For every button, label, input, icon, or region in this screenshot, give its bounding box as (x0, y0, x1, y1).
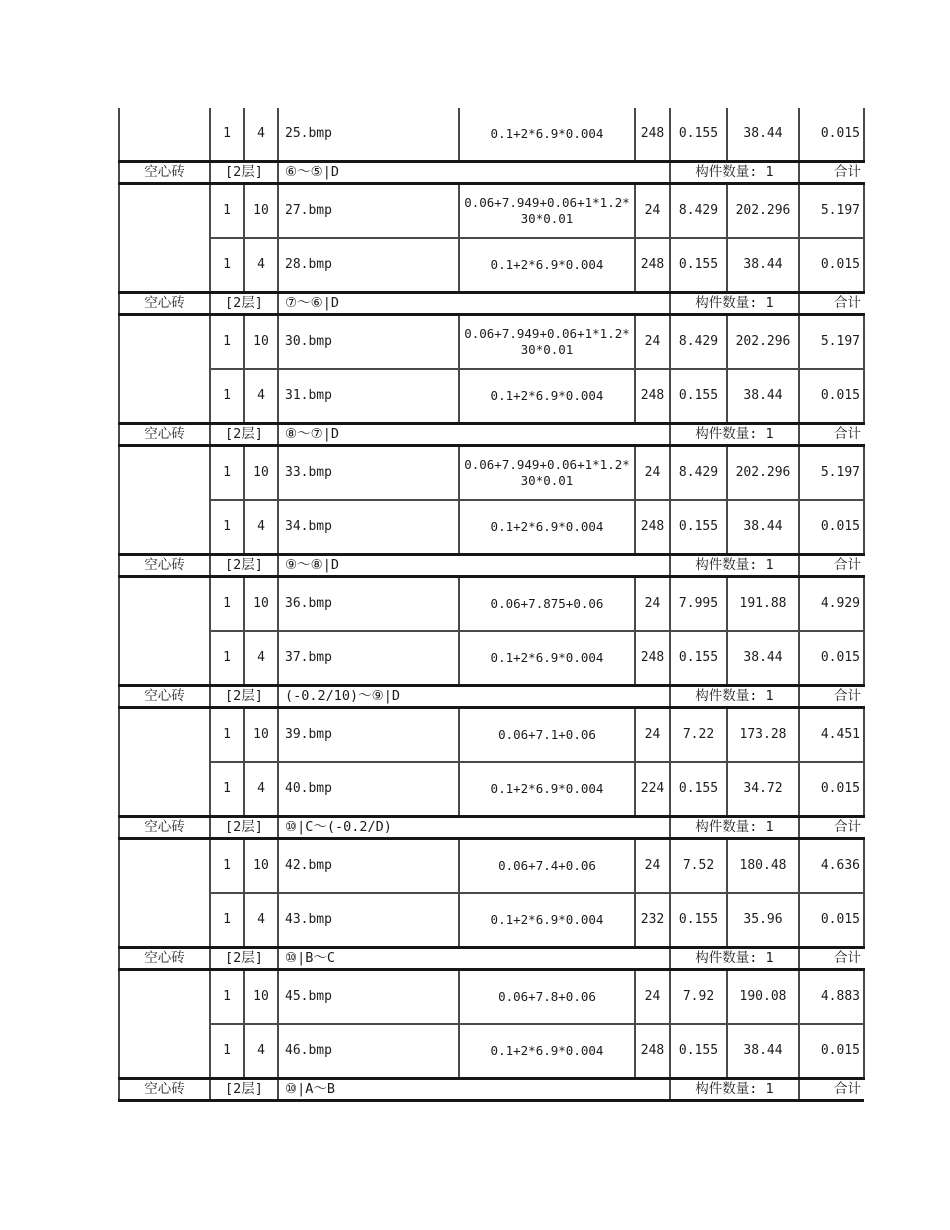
material-cell: 空心砖 (119, 817, 210, 839)
axis-cell: ⑩|C～(-0.2/D) (278, 817, 670, 839)
unit-value-cell: 0.155 (670, 108, 727, 162)
qty-cell: 1 (210, 893, 244, 948)
volume-cell: 5.197 (799, 184, 864, 239)
bmp-file-cell: 46.bmp (278, 1024, 459, 1079)
material-cell: 空心砖 (119, 948, 210, 970)
volume-cell: 0.015 (799, 631, 864, 686)
floor-cell: [2层] (210, 555, 278, 577)
volume-cell: 0.015 (799, 369, 864, 424)
section-header-row (119, 686, 864, 708)
seq-cell: 10 (244, 970, 278, 1025)
qty-cell: 1 (210, 315, 244, 370)
total-label-cell: 合计 (799, 162, 864, 184)
material-cell: 空心砖 (119, 1079, 210, 1101)
unit-value-cell: 0.155 (670, 500, 727, 555)
component-count-cell: 构件数量: 1 (670, 555, 799, 577)
bmp-file-cell: 25.bmp (278, 108, 459, 162)
qty-cell: 1 (210, 1024, 244, 1079)
formula-cell: 0.06+7.875+0.06 (459, 577, 635, 632)
total-label-cell: 合计 (799, 1079, 864, 1101)
formula-cell: 0.06+7.8+0.06 (459, 970, 635, 1025)
bmp-file-cell: 30.bmp (278, 315, 459, 370)
count-cell: 24 (635, 446, 670, 501)
floor-cell: [2层] (210, 817, 278, 839)
component-count-cell: 构件数量: 1 (670, 686, 799, 708)
unit-value-cell: 0.155 (670, 631, 727, 686)
subtotal-cell: 38.44 (727, 500, 799, 555)
floor-cell: [2层] (210, 162, 278, 184)
axis-cell: ⑦～⑥|D (278, 293, 670, 315)
component-count-cell: 构件数量: 1 (670, 293, 799, 315)
material-blank-cell (119, 708, 210, 817)
subtotal-cell: 34.72 (727, 762, 799, 817)
bmp-file-cell: 36.bmp (278, 577, 459, 632)
seq-cell: 4 (244, 631, 278, 686)
unit-value-cell: 0.155 (670, 369, 727, 424)
table-row (119, 184, 864, 239)
table-row (119, 631, 864, 686)
seq-cell: 4 (244, 108, 278, 162)
seq-cell: 10 (244, 708, 278, 763)
axis-cell: ⑩|B～C (278, 948, 670, 970)
bmp-file-cell: 40.bmp (278, 762, 459, 817)
unit-value-cell: 7.995 (670, 577, 727, 632)
formula-cell: 0.1+2*6.9*0.004 (459, 500, 635, 555)
bmp-file-cell: 33.bmp (278, 446, 459, 501)
seq-cell: 4 (244, 238, 278, 293)
count-cell: 248 (635, 369, 670, 424)
formula-cell: 0.06+7.1+0.06 (459, 708, 635, 763)
count-cell: 248 (635, 238, 670, 293)
subtotal-cell: 191.88 (727, 577, 799, 632)
subtotal-cell: 190.08 (727, 970, 799, 1025)
material-blank-cell (119, 315, 210, 424)
subtotal-cell: 38.44 (727, 369, 799, 424)
volume-cell: 4.451 (799, 708, 864, 763)
qty-cell: 1 (210, 238, 244, 293)
floor-cell: [2层] (210, 948, 278, 970)
bmp-file-cell: 42.bmp (278, 839, 459, 894)
qty-cell: 1 (210, 708, 244, 763)
total-label-cell: 合计 (799, 555, 864, 577)
qty-cell: 1 (210, 970, 244, 1025)
section-header-row (119, 555, 864, 577)
total-label-cell: 合计 (799, 293, 864, 315)
unit-value-cell: 8.429 (670, 315, 727, 370)
material-blank-cell (119, 970, 210, 1079)
unit-value-cell: 7.52 (670, 839, 727, 894)
calc-table (118, 108, 865, 1102)
volume-cell: 0.015 (799, 762, 864, 817)
subtotal-cell: 202.296 (727, 446, 799, 501)
subtotal-cell: 38.44 (727, 631, 799, 686)
seq-cell: 10 (244, 446, 278, 501)
table-row (119, 315, 864, 370)
formula-cell: 0.1+2*6.9*0.004 (459, 238, 635, 293)
qty-cell: 1 (210, 631, 244, 686)
formula-cell: 0.06+7.949+0.06+1*1.2*30*0.01 (459, 315, 635, 370)
table-row (119, 238, 864, 293)
formula-cell: 0.1+2*6.9*0.004 (459, 369, 635, 424)
table-row (119, 500, 864, 555)
count-cell: 24 (635, 184, 670, 239)
component-count-cell: 构件数量: 1 (670, 162, 799, 184)
bmp-file-cell: 37.bmp (278, 631, 459, 686)
qty-cell: 1 (210, 369, 244, 424)
qty-cell: 1 (210, 762, 244, 817)
table-row (119, 446, 864, 501)
seq-cell: 4 (244, 500, 278, 555)
total-label-cell: 合计 (799, 817, 864, 839)
bmp-file-cell: 31.bmp (278, 369, 459, 424)
material-blank-cell (119, 577, 210, 686)
seq-cell: 4 (244, 1024, 278, 1079)
section-header-row (119, 424, 864, 446)
seq-cell: 4 (244, 893, 278, 948)
table-row (119, 708, 864, 763)
axis-cell: (-0.2/10)～⑨|D (278, 686, 670, 708)
seq-cell: 10 (244, 315, 278, 370)
qty-cell: 1 (210, 577, 244, 632)
volume-cell: 4.883 (799, 970, 864, 1025)
count-cell: 232 (635, 893, 670, 948)
subtotal-cell: 202.296 (727, 315, 799, 370)
count-cell: 248 (635, 108, 670, 162)
subtotal-cell: 38.44 (727, 1024, 799, 1079)
count-cell: 24 (635, 708, 670, 763)
qty-cell: 1 (210, 839, 244, 894)
floor-cell: [2层] (210, 1079, 278, 1101)
component-count-cell: 构件数量: 1 (670, 948, 799, 970)
subtotal-cell: 173.28 (727, 708, 799, 763)
qty-cell: 1 (210, 446, 244, 501)
count-cell: 24 (635, 315, 670, 370)
volume-cell: 4.929 (799, 577, 864, 632)
volume-cell: 0.015 (799, 108, 864, 162)
formula-cell: 0.1+2*6.9*0.004 (459, 108, 635, 162)
formula-cell: 0.1+2*6.9*0.004 (459, 893, 635, 948)
section-header-row (119, 1079, 864, 1101)
bmp-file-cell: 34.bmp (278, 500, 459, 555)
material-blank-cell (119, 839, 210, 948)
table-row (119, 762, 864, 817)
volume-cell: 0.015 (799, 893, 864, 948)
floor-cell: [2层] (210, 424, 278, 446)
unit-value-cell: 0.155 (670, 238, 727, 293)
total-label-cell: 合计 (799, 424, 864, 446)
subtotal-cell: 35.96 (727, 893, 799, 948)
seq-cell: 4 (244, 369, 278, 424)
count-cell: 248 (635, 631, 670, 686)
formula-cell: 0.1+2*6.9*0.004 (459, 762, 635, 817)
count-cell: 224 (635, 762, 670, 817)
axis-cell: ⑧～⑦|D (278, 424, 670, 446)
subtotal-cell: 38.44 (727, 108, 799, 162)
bmp-file-cell: 28.bmp (278, 238, 459, 293)
table-row (119, 108, 864, 162)
component-count-cell: 构件数量: 1 (670, 424, 799, 446)
section-header-row (119, 948, 864, 970)
count-cell: 24 (635, 577, 670, 632)
count-cell: 248 (635, 1024, 670, 1079)
table-row (119, 839, 864, 894)
material-blank-cell (119, 184, 210, 293)
section-header-row (119, 817, 864, 839)
component-count-cell: 构件数量: 1 (670, 817, 799, 839)
axis-cell: ⑨～⑧|D (278, 555, 670, 577)
table-row (119, 369, 864, 424)
count-cell: 24 (635, 970, 670, 1025)
formula-cell: 0.06+7.4+0.06 (459, 839, 635, 894)
material-cell: 空心砖 (119, 424, 210, 446)
qty-cell: 1 (210, 108, 244, 162)
volume-cell: 5.197 (799, 446, 864, 501)
table-row (119, 970, 864, 1025)
count-cell: 248 (635, 500, 670, 555)
volume-cell: 0.015 (799, 1024, 864, 1079)
table-row (119, 1024, 864, 1079)
bmp-file-cell: 39.bmp (278, 708, 459, 763)
unit-value-cell: 0.155 (670, 762, 727, 817)
formula-cell: 0.1+2*6.9*0.004 (459, 631, 635, 686)
volume-cell: 0.015 (799, 238, 864, 293)
section-header-row (119, 293, 864, 315)
unit-value-cell: 0.155 (670, 1024, 727, 1079)
formula-cell: 0.1+2*6.9*0.004 (459, 1024, 635, 1079)
unit-value-cell: 8.429 (670, 184, 727, 239)
total-label-cell: 合计 (799, 686, 864, 708)
seq-cell: 10 (244, 839, 278, 894)
material-cell: 空心砖 (119, 162, 210, 184)
floor-cell: [2层] (210, 686, 278, 708)
unit-value-cell: 8.429 (670, 446, 727, 501)
volume-cell: 5.197 (799, 315, 864, 370)
count-cell: 24 (635, 839, 670, 894)
material-cell: 空心砖 (119, 555, 210, 577)
material-blank-cell (119, 446, 210, 555)
table-row (119, 577, 864, 632)
subtotal-cell: 180.48 (727, 839, 799, 894)
volume-cell: 0.015 (799, 500, 864, 555)
material-cell: 空心砖 (119, 293, 210, 315)
material-cell: 空心砖 (119, 686, 210, 708)
seq-cell: 10 (244, 577, 278, 632)
unit-value-cell: 0.155 (670, 893, 727, 948)
bmp-file-cell: 45.bmp (278, 970, 459, 1025)
subtotal-cell: 202.296 (727, 184, 799, 239)
seq-cell: 4 (244, 762, 278, 817)
axis-cell: ⑥～⑤|D (278, 162, 670, 184)
bmp-file-cell: 43.bmp (278, 893, 459, 948)
unit-value-cell: 7.22 (670, 708, 727, 763)
formula-cell: 0.06+7.949+0.06+1*1.2*30*0.01 (459, 184, 635, 239)
floor-cell: [2层] (210, 293, 278, 315)
qty-cell: 1 (210, 500, 244, 555)
material-blank-cell (119, 108, 210, 162)
table-row (119, 893, 864, 948)
unit-value-cell: 7.92 (670, 970, 727, 1025)
total-label-cell: 合计 (799, 948, 864, 970)
quantity-calc-table (118, 108, 865, 1102)
formula-cell: 0.06+7.949+0.06+1*1.2*30*0.01 (459, 446, 635, 501)
volume-cell: 4.636 (799, 839, 864, 894)
component-count-cell: 构件数量: 1 (670, 1079, 799, 1101)
bmp-file-cell: 27.bmp (278, 184, 459, 239)
subtotal-cell: 38.44 (727, 238, 799, 293)
axis-cell: ⑩|A～B (278, 1079, 670, 1101)
section-header-row (119, 162, 864, 184)
qty-cell: 1 (210, 184, 244, 239)
seq-cell: 10 (244, 184, 278, 239)
